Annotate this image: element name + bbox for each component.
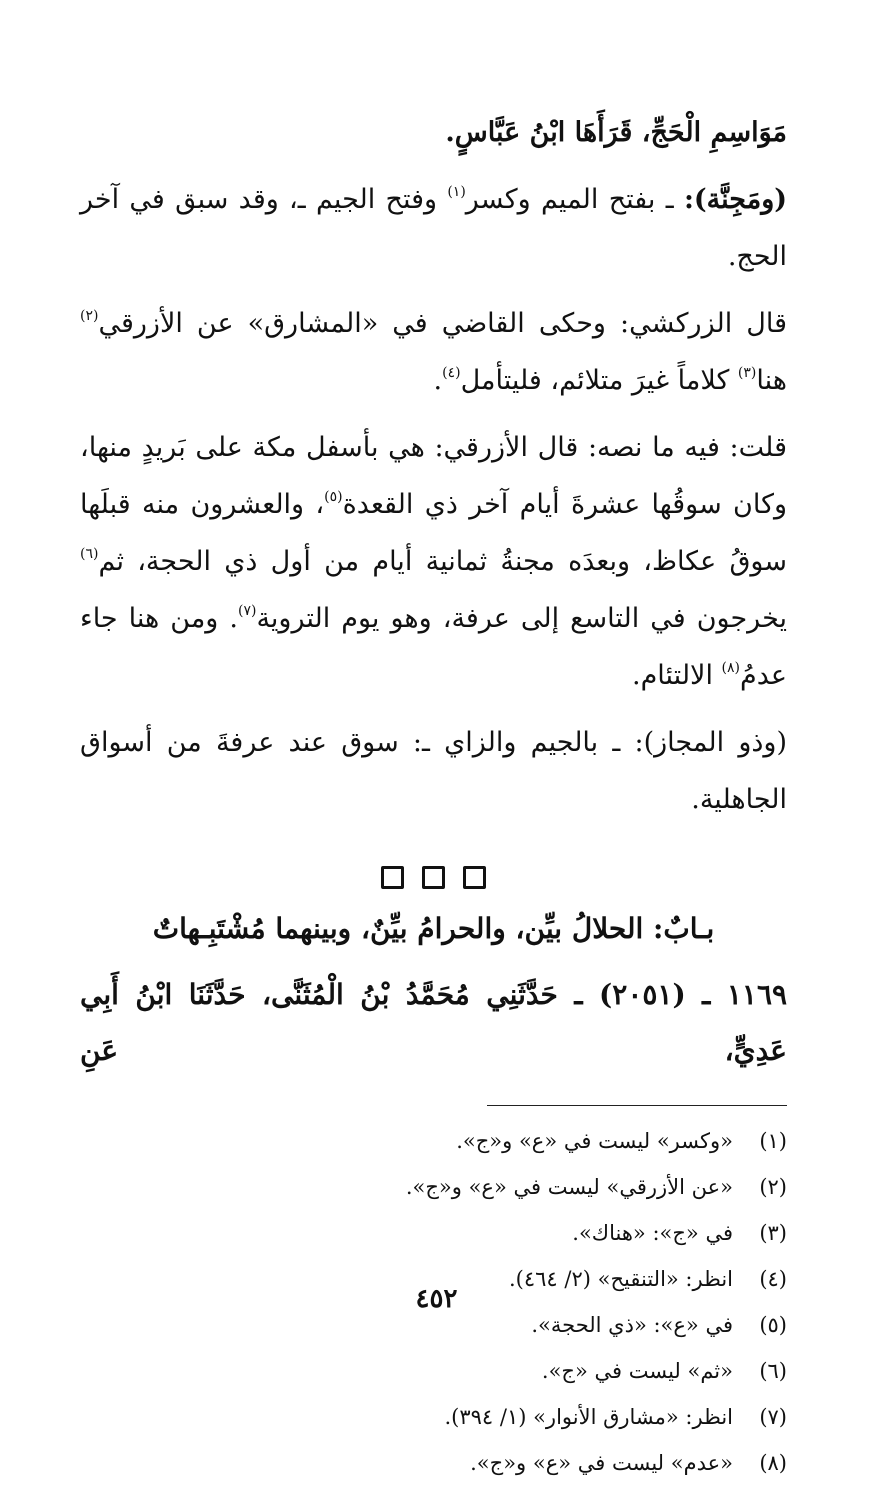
paragraph-azraqi <box>80 419 787 704</box>
footnote-text: في «ع»: «ذي الحجة». <box>531 1313 733 1337</box>
footnote-item <box>80 1394 787 1440</box>
paragraph-quran-reading <box>80 104 787 161</box>
page-number: ٤٥٢ <box>415 1284 458 1314</box>
footnote-ref-8[interactable]: (٨) <box>721 660 740 676</box>
hadith-chain-line: ١١٦٩ ـ (٢٠٥١) ـ حَدَّثَنِي مُحَمَّدُ بْنُ الْمُثَنَّى، حَدَّثَنَا ابْنُ أَبِي عَدِيٍّ، عَنِ <box>80 978 788 1067</box>
text-segment: هنا <box>756 365 787 396</box>
footnote-text: «وكسر» ليست في «ع» و«ج». <box>456 1129 733 1153</box>
footnote-text: «عدم» ليست في «ع» و«ج». <box>470 1451 733 1475</box>
text-segment: . <box>433 365 443 396</box>
text-segment: قلت: فيه ما نصه: قال الأزرقي: هي بأسفل مكة على بَريدٍ منها، وكان سوقُها عشرةَ أيام آخر ذي القعدة <box>80 432 787 520</box>
paragraph-zarkashi <box>80 295 787 409</box>
footnote-number: (٥) <box>759 1313 787 1337</box>
footnote-number: (٦) <box>759 1359 787 1383</box>
footnote-item <box>80 1348 787 1394</box>
text-segment: الالتئام. <box>632 660 722 691</box>
footnote-text: «عن الأزرقي» ليست في «ع» و«ج». <box>405 1175 733 1199</box>
square-ornament-icon <box>422 866 445 889</box>
footnote-text: في «ج»: «هناك». <box>572 1221 733 1245</box>
square-ornament-icon <box>463 866 486 889</box>
footnote-ref-7[interactable]: (٧) <box>237 603 257 619</box>
footnote-ref-1[interactable]: (١) <box>447 184 466 200</box>
footnote-item <box>80 1210 787 1256</box>
footnote-item <box>80 1118 787 1164</box>
text-segment: ـ بفتح الميم وكسر <box>465 184 684 215</box>
footnote-number: (٧) <box>759 1405 787 1429</box>
text-segment: كلاماً غيرَ متلائم، فليتأمل <box>460 365 738 396</box>
footnote-number: (٣) <box>759 1221 787 1245</box>
quran-reading-text: مَوَاسِمِ الْحَجِّ، قَرَأَهَا ابْنُ عَبَّاسٍ. <box>445 117 787 148</box>
chapter-heading: بـابٌ: الحلالُ بيِّن، والحرامُ بيِّنٌ، وبينهما مُشْتَبِـهاتٌ <box>152 912 715 945</box>
paragraph-majanna <box>80 171 787 285</box>
text-segment: ، والعشرون منه قبلَها سوقُ عكاظ، وبعدَه مجنةُ ثمانية أيام من أول ذي الحجة، ثم <box>80 489 787 577</box>
footnote-ref-3[interactable]: (٣) <box>737 365 757 381</box>
text-segment: يخرجون في التاسع إلى عرفة، وهو يوم التروية <box>256 603 788 634</box>
paragraph-dhul-majaz <box>80 714 787 828</box>
footnote-number: (١) <box>759 1129 787 1153</box>
footnote-ref-2[interactable]: (٢) <box>80 308 99 324</box>
footnote-ref-4[interactable]: (٤) <box>442 365 461 381</box>
text-segment: قال الزركشي: وحكى القاضي في «المشارق» عن الأزرقي <box>98 308 787 339</box>
footnote-number: (٨) <box>759 1451 787 1475</box>
footnote-number: (٤) <box>759 1267 787 1291</box>
footnote-ref-6[interactable]: (٦) <box>80 546 99 562</box>
text-segment: وفتح الجيم ـ، وقد سبق في آخر الحج. <box>80 184 787 272</box>
footnote-text: انظر: «التنقيح» (٢/ ٤٦٤). <box>509 1267 733 1291</box>
term-majanna: (ومَجِنَّة): <box>683 184 788 215</box>
footnote-text: «ثم» ليست في «ج». <box>541 1359 733 1383</box>
text-segment: (وذو المجاز): ـ بالجيم والزاي ـ: سوق عند عرفةَ من أسواق الجاهلية. <box>80 727 787 815</box>
footnote-number: (٢) <box>759 1175 787 1199</box>
square-ornament-icon <box>381 866 404 889</box>
footnote-ref-5[interactable]: (٥) <box>324 489 343 505</box>
footnote-divider <box>487 1105 787 1106</box>
text-segment: . ومن هنا جاء عدمُ <box>80 603 787 691</box>
footnote-text: انظر: «مشارق الأنوار» (١/ ٣٩٤). <box>444 1405 733 1429</box>
footnote-item <box>80 1440 787 1486</box>
section-separator <box>80 866 787 889</box>
footnote-item <box>80 1164 787 1210</box>
